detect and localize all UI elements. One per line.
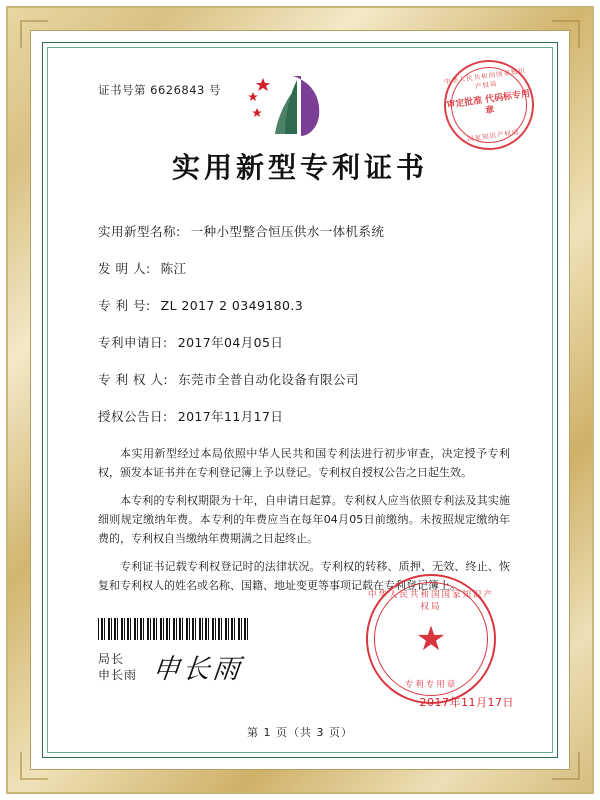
signature-labels: [98, 651, 137, 683]
field-label: 授权公告日:: [98, 409, 168, 424]
field-value: 东莞市全普自动化设备有限公司: [178, 372, 359, 387]
field-list: [98, 222, 520, 425]
cert-barcode: [98, 618, 248, 640]
page-title: 实用新型专利证书: [171, 151, 428, 184]
certificate-content: [52, 52, 548, 748]
legal-paragraph: 专利证书记载专利权登记时的法律状况。专利权的转移、质押、无效、终止、恢复和专利权人的姓名或名称、国籍、地址变更等事项记载在专利登记簿上。: [98, 560, 510, 592]
signature-name: 申长雨: [98, 667, 138, 682]
field-row: [98, 370, 520, 388]
field-label: 实用新型名称:: [98, 224, 181, 239]
seal-arc-top-text: 中华人民共和国国家知识产权局: [443, 66, 527, 91]
legal-text: [98, 444, 510, 595]
star-icon: ★: [415, 619, 447, 659]
approval-seal-icon: [438, 54, 540, 156]
field-label: 专 利 号:: [98, 298, 151, 313]
field-row: [98, 333, 520, 351]
field-value: 一种小型整合恒压供水一体机系统: [190, 224, 385, 239]
page-number: 第 1 页（共 3 页）: [247, 726, 353, 739]
field-value: 陈江: [160, 261, 187, 276]
field-label: 专 利 权 人:: [98, 372, 169, 387]
field-row: [98, 259, 520, 277]
field-value: 2017年04月05日: [177, 335, 284, 350]
cnipa-logo-icon: [245, 72, 355, 142]
handwritten-signature: 申长雨: [151, 654, 245, 685]
field-row: [98, 296, 520, 314]
seal-arc-bottom-text: 专利专用章: [404, 680, 458, 690]
seal-date: 2017年11月17日: [419, 696, 514, 709]
field-value: ZL 2017 2 0349180.3: [160, 298, 304, 313]
legal-paragraph: 本专利的专利权期限为十年，自申请日起算。专利权人应当依照专利法及其实施细则规定缴纳年费。本专利的年费应当在每年04月05日前缴纳。未按照规定缴纳年费的，专利权自当缴纳年费期满之日起终止。: [98, 494, 510, 545]
certificate-number: 证书号第 6626843 号: [98, 83, 222, 97]
seal-arc-bottom-text: 国家知识产权局: [466, 128, 520, 144]
field-label: 专利申请日:: [98, 335, 168, 350]
seal-center-text: 审定批准 代码标专用章: [445, 89, 531, 117]
national-office-seal-icon: [366, 574, 496, 704]
legal-paragraph: 本实用新型经过本局依照中华人民共和国专利法进行初步审查，决定授予专利权，颁发本证书并在专利登记簿上予以登记。专利权自授权公告之日起生效。: [98, 447, 510, 479]
field-label: 发 明 人:: [98, 261, 151, 276]
field-row: [98, 407, 520, 425]
signature-title: 局长: [98, 651, 125, 666]
seal-arc-top-text: 中华人民共和国国家知识产权局: [368, 590, 495, 612]
field-row: [98, 222, 520, 240]
signature-block: [98, 647, 243, 686]
field-value: 2017年11月17日: [177, 409, 284, 424]
